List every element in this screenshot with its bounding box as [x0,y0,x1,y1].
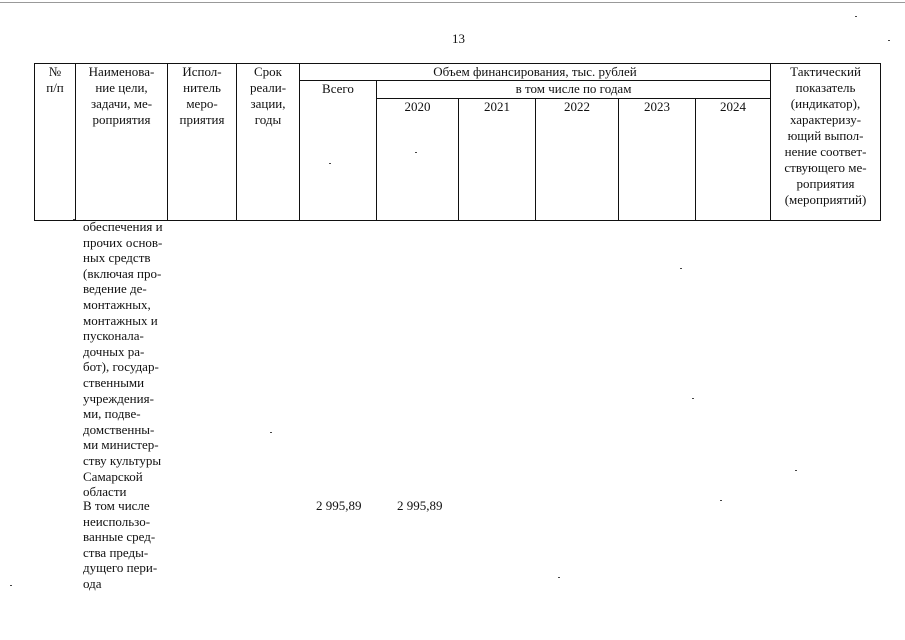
funding-header-table [34,63,881,221]
scan-speck [855,16,857,17]
row-2-name-text: В том числе неиспользо- ванные сред- ства преды- дущего пери- ода [83,498,158,591]
scan-speck [415,152,417,153]
col-header-number: № п/п [35,64,76,221]
top-border-line [0,2,905,3]
scan-speck [10,585,12,586]
row-2-total-value: 2 995,89 [316,498,362,513]
col-header-indicator: Тактический показатель (индикатор), характеризу- ющий выпол- нение соответ- ствующего ме- роприятия (мероприятий) [771,64,881,221]
scan-speck [720,500,722,501]
scan-speck [329,163,331,164]
scan-speck [558,577,560,578]
col-header-year-2023: 2023 [619,99,696,221]
scan-speck [692,398,694,399]
scan-speck [795,470,797,471]
col-header-year-2020: 2020 [377,99,459,221]
row-2-year-2020-value: 2 995,89 [397,498,443,513]
col-header-name: Наименова- ние цели, задачи, ме- роприятия [76,64,168,221]
row-1-name-text: обеспечения и прочих основ- ных средств (включая про- ведение де- монтажных, монтажных и пусконала- дочных ра- бот), государ- ственными учреждения- ми, подве- домственны- ми министер- ству культуры Самарской области [83,219,163,500]
scan-speck [888,40,890,41]
scan-speck [680,268,682,269]
scan-speck [73,219,75,220]
page-number: 13 [452,31,465,46]
col-header-year-2024: 2024 [696,99,771,221]
col-header-total: Всего [300,81,377,221]
col-header-year-2022: 2022 [536,99,619,221]
col-header-executor: Испол- нитель меро- приятия [168,64,237,221]
col-header-by-years: в том числе по годам [377,81,771,99]
col-header-funding: Объем финансирования, тыс. рублей [300,64,771,81]
scan-speck [270,432,272,433]
col-header-term: Срок реали- зации, годы [237,64,300,221]
col-header-year-2021: 2021 [459,99,536,221]
